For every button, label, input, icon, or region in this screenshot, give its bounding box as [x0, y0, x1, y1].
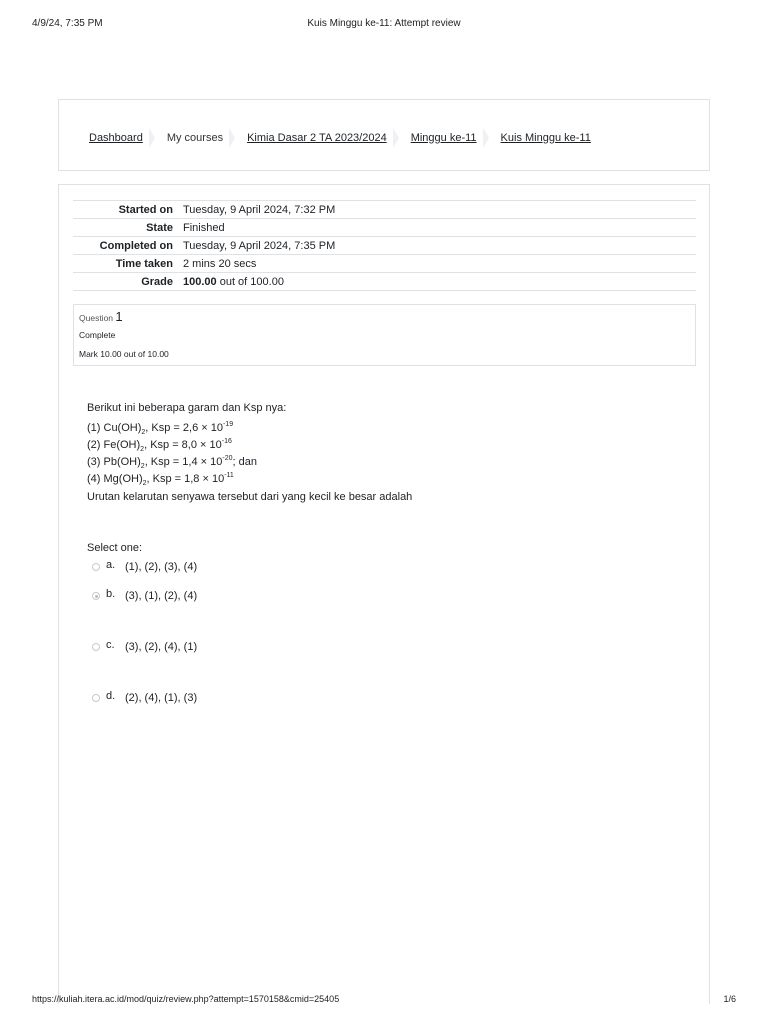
question-prompt: Urutan kelarutan senyawa tersebut dari yang kecil ke besar adalah	[87, 491, 413, 503]
breadcrumb-quiz[interactable]: Kuis Minggu ke-11	[500, 132, 591, 144]
print-page-number: 1/6	[723, 994, 736, 1004]
answer-letter: d.	[106, 690, 116, 702]
print-datetime: 4/9/24, 7:35 PM	[32, 18, 103, 29]
salt-item	[87, 417, 647, 434]
print-header	[0, 18, 768, 32]
breadcrumb-week[interactable]: Minggu ke-11	[410, 132, 477, 144]
answer-option-a[interactable]	[92, 561, 197, 573]
grade-score: 100.00	[183, 275, 217, 288]
breadcrumb-my-courses: My courses	[166, 132, 224, 144]
print-footer	[0, 994, 768, 1008]
select-one-label: Select one:	[87, 542, 143, 554]
summary-row-grade	[73, 273, 696, 291]
review-content	[58, 184, 710, 1004]
breadcrumb-separator-icon	[393, 128, 399, 148]
question-intro: Berikut ini beberapa garam dan Ksp nya:	[87, 402, 287, 414]
salt-subscript: 2	[140, 463, 145, 470]
summary-value	[183, 273, 696, 291]
breadcrumb-container	[58, 99, 710, 171]
summary-row-state	[73, 219, 696, 237]
answer-text: (2), (4), (1), (3)	[125, 692, 198, 704]
salt-exponent: -19	[222, 421, 234, 428]
breadcrumb-dashboard[interactable]: Dashboard	[89, 132, 143, 144]
answer-letter: a.	[106, 559, 116, 571]
salt-exponent: -16	[221, 438, 232, 445]
summary-label: Time taken	[115, 257, 173, 270]
print-title: Kuis Minggu ke-11: Attempt review	[307, 18, 461, 29]
salt-subscript: 2	[140, 446, 145, 453]
summary-row-time-taken	[73, 255, 696, 273]
summary-value: Tuesday, 9 April 2024, 7:32 PM	[183, 203, 336, 216]
question-state: Complete	[79, 330, 116, 340]
salt-formula: (1) Cu(OH)	[87, 422, 142, 434]
summary-value: Tuesday, 9 April 2024, 7:35 PM	[183, 239, 336, 252]
salt-ksp: , Ksp = 8,0 × 10	[144, 439, 222, 451]
answer-letter: c.	[106, 639, 115, 651]
summary-label: Completed on	[99, 239, 173, 252]
breadcrumb	[89, 128, 591, 148]
answer-option-c[interactable]	[92, 641, 197, 653]
breadcrumb-separator-icon	[229, 128, 235, 148]
answer-text: (1), (2), (3), (4)	[125, 561, 198, 573]
answer-letter: b.	[106, 588, 116, 600]
salt-item	[87, 451, 647, 468]
question-number-line	[79, 309, 690, 324]
answer-option-d[interactable]	[92, 692, 197, 704]
salt-subscript: 2	[141, 429, 146, 436]
radio-button[interactable]	[92, 643, 100, 651]
summary-row-started	[73, 201, 696, 219]
salt-subscript: 2	[142, 480, 147, 487]
answer-option-b[interactable]	[92, 590, 197, 602]
salt-item	[87, 468, 647, 485]
summary-label: Grade	[141, 275, 173, 288]
radio-button[interactable]	[92, 563, 100, 571]
summary-label: State	[146, 221, 173, 234]
summary-row-completed	[73, 237, 696, 255]
breadcrumb-separator-icon	[483, 128, 489, 148]
attempt-summary-table	[73, 200, 696, 291]
question-grade: Mark 10.00 out of 10.00	[79, 349, 169, 359]
radio-button[interactable]	[92, 694, 100, 702]
answer-text: (3), (1), (2), (4)	[125, 590, 198, 602]
question-label: Question	[79, 313, 114, 323]
salt-formula: (3) Pb(OH)	[87, 456, 141, 468]
salt-exponent: -20	[222, 455, 233, 462]
print-url: https://kuliah.itera.ac.id/mod/quiz/review.php?attempt=1570158&cmid=25405	[32, 994, 340, 1004]
salt-ksp: , Ksp = 1,4 × 10	[144, 456, 223, 468]
question-text	[87, 400, 647, 506]
breadcrumb-separator-icon	[149, 128, 155, 148]
grade-total: out of 100.00	[216, 275, 284, 288]
breadcrumb-course[interactable]: Kimia Dasar 2 TA 2023/2024	[247, 132, 387, 144]
salt-exponent: -11	[224, 472, 234, 479]
radio-button-selected[interactable]	[92, 592, 100, 600]
question-info	[73, 304, 696, 366]
salt-item	[87, 434, 647, 451]
salt-formula: (4) Mg(OH)	[87, 473, 143, 485]
salt-ksp: , Ksp = 1,8 × 10	[146, 473, 225, 485]
answer-text: (3), (2), (4), (1)	[125, 641, 198, 653]
summary-value: 2 mins 20 secs	[183, 257, 257, 270]
question-number: 1	[115, 309, 123, 324]
summary-label: Started on	[118, 203, 173, 216]
salt-ksp: , Ksp = 2,6 × 10	[145, 422, 223, 434]
salt-formula: (2) Fe(OH)	[87, 439, 141, 451]
summary-value: Finished	[183, 221, 225, 234]
salt-suffix: ; dan	[232, 456, 257, 468]
